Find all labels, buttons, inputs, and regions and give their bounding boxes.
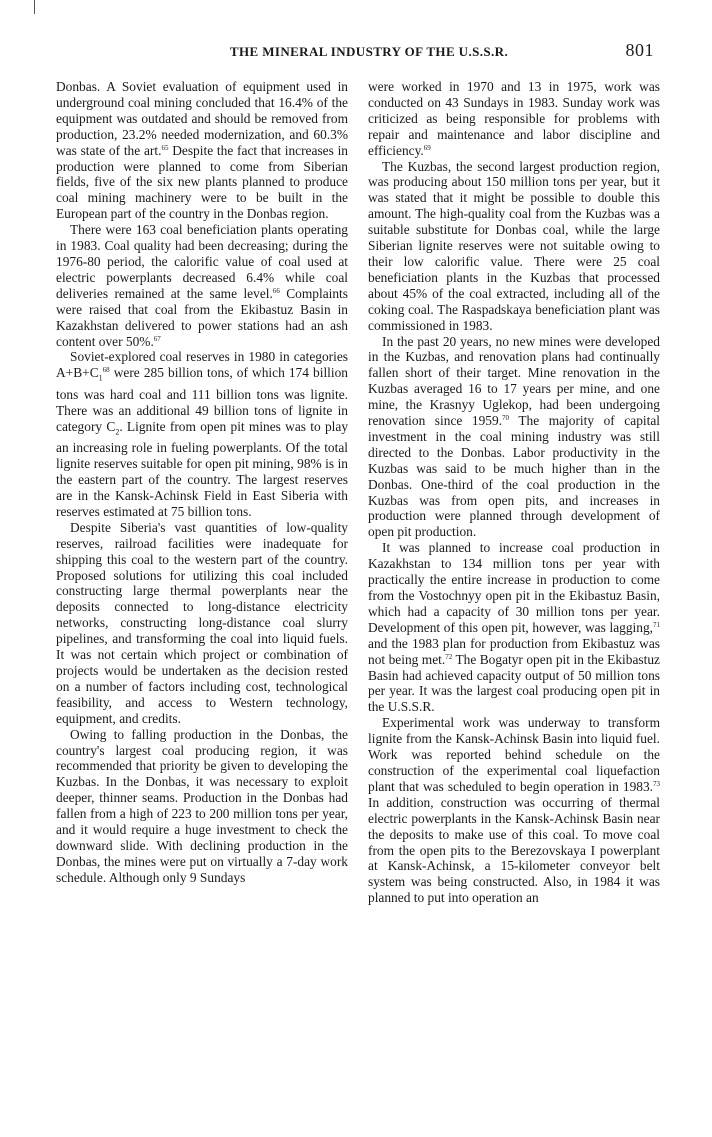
paragraph: Despite Siberia's vast quantities of low-quality reserves, railroad facilities were inadequate for shipping this coal to the western part of the country. Proposed solutions for utilizing this coal included constructing large thermal powerplants near the deposits connected to long-distance electricity networks, constructing long-distance coal slurry pipelines, and transforming the coal into liquid fuels. It was not certain which project or combination of projects would be undertaken as the decision rested on a number of factors including cost, technological feasibility, and access to Western technology, equipment, and credits. [56, 519, 348, 726]
running-header [56, 38, 682, 66]
scan-edge-mark [34, 0, 35, 14]
footnote-ref: 72 [445, 652, 453, 661]
paragraph: Donbas. A Soviet evaluation of equipment used in underground coal mining concluded that 16.4% of the equipment was outdated and should be removed from production, 23.2% needed modernization, and 60.3% was state of the art.$^{65}$ Despite the fact that increases in production were planned to come from Siberian fields, five of the six new plants planned to produce coal mining machinery were to be built in the European part of the country in the Donbas region. [56, 79, 348, 222]
paragraph: Soviet-explored coal reserves in 1980 in categories $A+B+C_1^{68}$ were 285 billion tons, of which 174 billion tons was hard coal and 111 billion tons was lignite. There was an additional 49 billion tons of lignite in category $C_2$. Lignite from open pit mines was to play an increasing role in fueling powerplants. Of the total lignite reserves suitable for open pit mining, 98% is in the eastern part of the country. The largest reserves are in the Kansk-Achinsk Field in East Siberia with reserves estimated at 75 billion tons. [56, 349, 349, 519]
footnote-ref: 70 [502, 414, 510, 423]
footnote-ref: 66 [272, 286, 280, 295]
running-title: THE MINERAL INDUSTRY OF THE U.S.S.R. [229, 44, 509, 59]
paragraph: were worked in 1970 and 13 in 1975, work was conducted on 43 Sundays in 1983. Sunday work was criticized as being responsible for problems with repair and maintenance and labor discipline and efficiency.$^{69}$ [368, 79, 660, 158]
paragraph: It was planned to increase coal production in Kazakhstan to 134 million tons per year with practically the entire increase in production to come from the Vostochnyy open pit in the Ekibastuz Basin, which had a capacity of 30 million tons per year. Development of this open pit, however, was lagging,$^{71}$ and the 1983 plan for production from Ekibastuz was not being met.$^{72}$ The Bogatyr open pit in the Ekibastuz Basin had achieved capacity output of 50 million tons per year. It was the largest coal producing open pit in the U.S.S.R. [368, 540, 660, 715]
paragraph: The Kuzbas, the second largest production region, was producing about 150 million tons per year, but it was stated that it might be possible to double this amount. The high-quality coal from the Kuzbas was a suitable substitute for Donbas coal, while the large Siberian lignite reserves were not suitable owing to their low calorific value. There were 25 coal beneficiation plants in the Kuzbas that processed about 45% of the coal extracted, including all of the coking coal. The Raspadskaya beneficiation plant was commissioned in 1983. [368, 158, 660, 333]
footnote-ref: 71 [653, 620, 660, 629]
page-number: 801 [625, 40, 654, 60]
right-column [368, 79, 660, 906]
paragraph: Owing to falling production in the Donbas, the country's largest coal producing region, it was recommended that priority be given to developing the Kuzbas. In the Donbas, it was necessary to exploit deeper, thinner seams. Production in the Donbas had fallen from a high of 223 to 200 million tons per year, and it would require a huge investment to check the downward slide. With declining production in the Donbas, the mines were put on virtually a 7-day work schedule. Although only 9 Sundays [56, 726, 348, 885]
paragraph: In the past 20 years, no new mines were developed in the Kuzbas, and renovation plans had continually fallen short of their target. Mine renovation in the Kuzbas averaged 16 to 17 years per mine, and one mine, the Krasnyy Uglekop, had been undergoing renovation since 1959.70 The majority of capital investment in the coal mining industry was still directed to the Donbas. Labor productivity in the Kuzbas was said to be much higher than in the Donbas. One-third of the coal production in the Kuzbas was from open pits, and increases in production were planned through development of open pit production. [368, 333, 660, 540]
footnote-ref: 68 [102, 366, 110, 375]
footnote-ref: 69 [423, 143, 431, 152]
left-column [56, 79, 348, 906]
footnote-ref: 73 [653, 779, 660, 788]
paragraph: Experimental work was underway to transform lignite from the Kansk-Achinsk Basin into liquid fuel. Work was reported behind schedule on the construction of the experimental coal liquefaction plant that was scheduled to begin operation in 1983.73 In addition, construction was occurring of thermal electric powerplants in the Kansk-Achinsk Basin near the deposits to make use of this coal. To move coal from the open pits to the Berezovskaya I powerplant at Kansk-Achinsk, a 15-kilometer conveyor belt system was being constructed. Also, in 1984 it was planned to put into operation an [368, 715, 660, 906]
paragraph: There were 163 coal beneficiation plants operating in 1983. Coal quality had been decreasing; during the 1976-80 period, the calorific value of coal used at electric powerplants decreased 6.4% while coal deliveries remained at the same level.$^{66}$ Complaints were raised that coal from the Ekibastuz Basin in Kazakhstan delivered to power stations had an ash content over 50%.$^{67}$ [56, 222, 348, 349]
footnote-ref: 67 [153, 334, 161, 343]
footnote-ref: 65 [161, 143, 169, 152]
body-columns [56, 79, 660, 906]
